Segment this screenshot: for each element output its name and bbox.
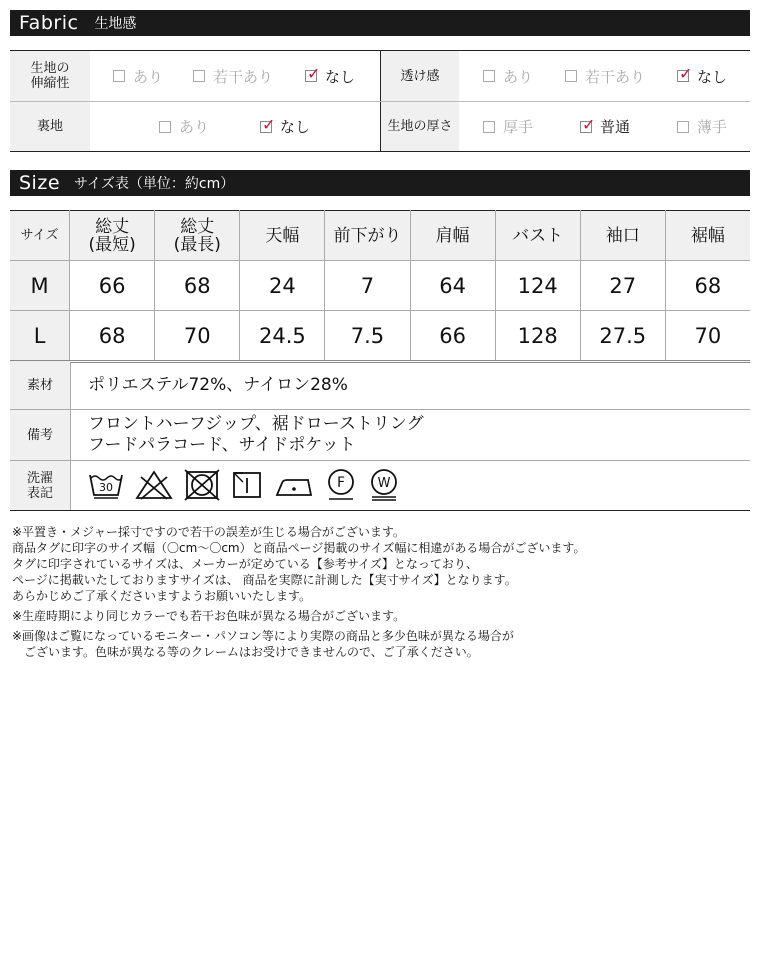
size-table — [10, 210, 750, 363]
table-cell: 70 — [665, 311, 750, 362]
svg-text:W: W — [377, 475, 391, 491]
table-cell: 66 — [70, 261, 155, 311]
table-cell: 24 — [240, 261, 325, 311]
fabric-table — [10, 50, 750, 152]
table-row — [10, 261, 750, 311]
wash-30-icon — [88, 469, 124, 501]
note-line: あらかじめご了承くださいますようお願いいたします。 — [12, 589, 312, 603]
table-cell: 68 — [155, 261, 240, 311]
check-mark-icon: ✓ — [307, 64, 321, 83]
material-label: 素材 — [10, 362, 71, 409]
check-mark-icon: ✓ — [679, 64, 693, 83]
dry-clean-f-icon — [325, 468, 357, 502]
table-cell: 124 — [495, 261, 580, 311]
checkbox-checked[interactable] — [580, 114, 596, 134]
table-cell: 68 — [70, 311, 155, 362]
care-row — [10, 461, 750, 511]
fabric-subtitle: 生地感 — [94, 16, 137, 32]
note-line: 商品タグに印字のサイズ幅（〇cm〜〇cm）と商品ページ掲載のサイズ幅に相違がある場合がございます。 — [12, 541, 586, 555]
svg-text:F: F — [336, 474, 346, 491]
size-corner-cell: サイズ — [10, 211, 70, 261]
stretch-option-ari[interactable]: あり — [113, 51, 163, 101]
table-cell: 66 — [410, 311, 495, 362]
note-line: ※生産時期により同じカラーでも若干お色味が異なる場合がございます。 — [12, 609, 406, 623]
table-cell: 64 — [410, 261, 495, 311]
remarks-value: フロントハーフジップ、裾ドローストリング フードパラコード、サイドポケット — [88, 414, 424, 455]
thickness-label: 生地の厚さ — [381, 102, 459, 151]
note-line: ※平置き・メジャー採寸ですので若干の誤差が生じる場合がございます。 — [12, 525, 405, 539]
table-cell: 7.5 — [325, 311, 410, 362]
table-row — [10, 311, 750, 362]
svg-text:30: 30 — [99, 480, 113, 494]
lining-label: 裏地 — [10, 102, 90, 151]
check-mark-icon: ✓ — [582, 114, 596, 134]
remarks-row — [10, 410, 750, 461]
stretch-label: 生地の 伸縮性 — [10, 51, 90, 101]
sheer-option-nashi[interactable]: ✓ なし — [679, 64, 728, 86]
iron-low-icon — [274, 469, 314, 501]
remarks-label: 備考 — [10, 410, 71, 460]
note-line: タグに印字されているサイズは、メーカーが定めている【参考サイズ】となっており、 — [12, 557, 478, 571]
col-header: 肩幅 — [410, 211, 495, 261]
col-header: 総丈 (最長) — [155, 211, 240, 261]
col-header: 総丈 (最短) — [70, 211, 155, 261]
stretch-option-nashi[interactable]: ✓ なし — [307, 64, 356, 86]
thickness-option-thick[interactable]: 厚手 — [483, 102, 533, 151]
lining-option-ari[interactable]: あり — [159, 102, 209, 151]
size-header-row — [10, 211, 750, 261]
checkbox-checked[interactable] — [260, 114, 276, 134]
no-tumble-dry-icon — [184, 469, 220, 501]
checkbox[interactable] — [159, 121, 171, 133]
checkbox[interactable] — [677, 121, 689, 133]
note-line: ございます。色味が異なる等のクレームはお受けできませんので、ご了承ください。 — [12, 645, 479, 659]
checkbox[interactable] — [193, 70, 205, 82]
notes — [12, 524, 752, 660]
thickness-option-normal[interactable]: ✓ 普通 — [582, 114, 631, 136]
material-value: ポリエステル72%、ナイロン28% — [88, 375, 348, 395]
line-dry-shade-icon — [231, 469, 263, 501]
checkbox[interactable] — [483, 121, 495, 133]
check-mark-icon: ✓ — [262, 114, 276, 134]
size-subtitle: サイズ表（単位：約cm） — [74, 176, 235, 192]
fabric-title: Fabric — [19, 12, 79, 34]
lining-option-nashi[interactable]: ✓ なし — [262, 114, 311, 136]
col-header: 袖口 — [580, 211, 665, 261]
table-cell: 128 — [495, 311, 580, 362]
sheer-option-jakkan[interactable]: 若干あり — [565, 51, 645, 101]
col-header: バスト — [495, 211, 580, 261]
checkbox[interactable] — [483, 70, 495, 82]
checkbox-checked[interactable] — [305, 64, 321, 83]
table-cell: 27.5 — [580, 311, 665, 362]
table-cell: 27 — [580, 261, 665, 311]
checkbox[interactable] — [113, 70, 125, 82]
checkbox-checked[interactable] — [677, 64, 693, 83]
stretch-option-jakkan[interactable]: 若干あり — [193, 51, 273, 101]
care-label: 洗濯 表記 — [10, 461, 71, 510]
table-cell: 7 — [325, 261, 410, 311]
table-cell: 24.5 — [240, 311, 325, 362]
size-label: M — [10, 261, 70, 311]
sheer-label: 透け感 — [381, 51, 459, 101]
checkbox[interactable] — [565, 70, 577, 82]
col-header: 天幅 — [240, 211, 325, 261]
table-cell: 70 — [155, 311, 240, 362]
size-header — [10, 170, 750, 196]
note-line: ページに掲載いたしておりますサイズは、 商品を実際に計測した【実寸サイズ】となります。 — [12, 573, 517, 587]
no-bleach-icon — [135, 469, 173, 501]
fabric-row — [10, 51, 750, 101]
col-header: 裾幅 — [665, 211, 750, 261]
size-label: L — [10, 311, 70, 362]
size-title: Size — [19, 172, 61, 194]
col-header: 前下がり — [325, 211, 410, 261]
material-row — [10, 362, 750, 410]
fabric-header — [10, 10, 750, 36]
info-table — [10, 362, 750, 511]
care-icons — [88, 461, 750, 508]
thickness-option-thin[interactable]: 薄手 — [677, 102, 727, 151]
fabric-row — [10, 101, 750, 151]
sheer-option-ari[interactable]: あり — [483, 51, 533, 101]
note-line: ※画像はご覧になっているモニター・パソコン等により実際の商品と多少色味が異なる場合が — [12, 629, 514, 643]
table-cell: 68 — [665, 261, 750, 311]
wet-clean-w-icon — [368, 468, 400, 502]
